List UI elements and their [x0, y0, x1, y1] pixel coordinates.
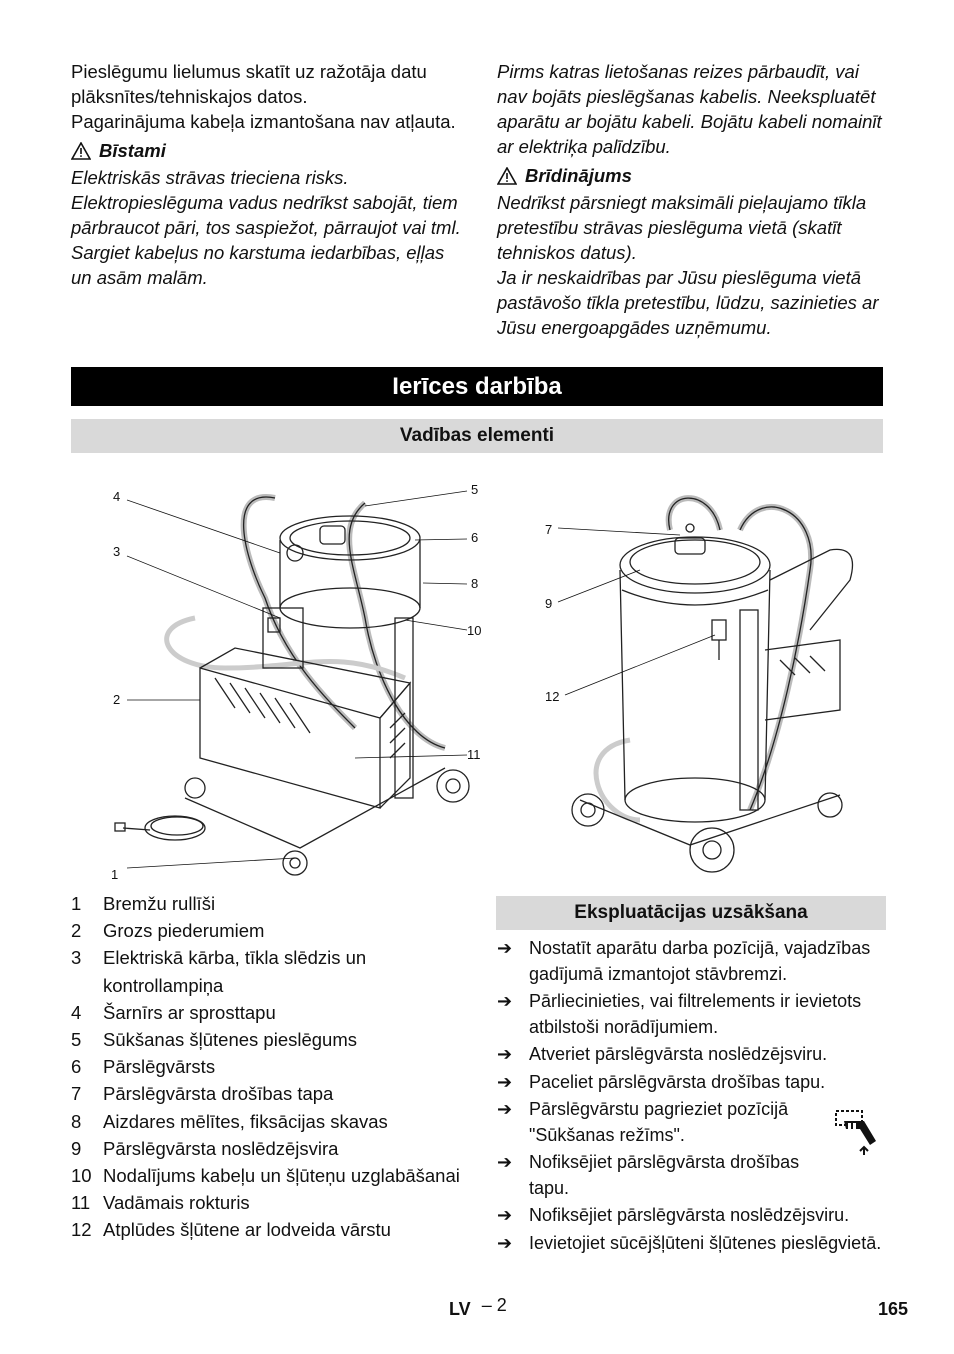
- operation-start-title: Ekspluatācijas uzsākšana: [496, 896, 886, 930]
- intro-left-column: [71, 59, 461, 290]
- step-item: ➔ Nostatīt aparātu darba pozīcijā, vajadzības gadījumā izmantojot stāvbremzi.: [497, 936, 889, 987]
- callout-12: 12: [545, 689, 560, 704]
- warning-title: Brīdinājums: [525, 165, 632, 186]
- callout-4: 4: [113, 489, 121, 504]
- warning-heading: [497, 163, 889, 188]
- footer-page-label: – 2: [481, 1295, 507, 1315]
- legend-item: 9 Pārslēgvārsta noslēdzējsvira: [71, 1137, 339, 1159]
- arrow-icon: ➔: [497, 938, 513, 958]
- arrow-icon: ➔: [497, 1071, 513, 1092]
- warning-text-2: Ja ir neskaidrības par Jūsu pieslēguma vietā pastāvošo tīkla pretestību, lūdzu, sazinieties ar Jūsu energoapgādes uzņēmumu.: [497, 267, 879, 338]
- step-item: ➔ Nofiksējiet pārslēgvārsta drošības tapu.: [497, 1150, 827, 1201]
- intro-right-column: [497, 59, 889, 340]
- arrow-icon: ➔: [497, 1232, 513, 1253]
- machine-rear-illustration: [540, 490, 890, 880]
- connection-sizes-text: Pieslēgumu lielumus skatīt uz ražotāja datu plāksnītes/tehniskajos datos.: [71, 61, 427, 107]
- callout-9: 9: [545, 596, 553, 611]
- footer-language: LV – 2: [449, 1295, 507, 1319]
- legend-item: 12 Atplūdes šļūtene ar lodveida vārstu: [71, 1219, 391, 1241]
- step-item: ➔ Nofiksējiet pārslēgvārsta noslēdzējsviru.: [497, 1203, 889, 1229]
- page-number: 165: [878, 1299, 909, 1319]
- callout-10: 10: [467, 623, 482, 638]
- section-title: Ierīces darbība: [71, 367, 883, 406]
- legend-item: 4 Šarnīrs ar sprosttapu: [71, 1001, 276, 1023]
- legend-item: 6 Pārslēgvārsts: [71, 1056, 216, 1078]
- legend-item: 3 Elektriskā kārba, tīkla slēdzis un kontrollampiņa: [71, 947, 367, 996]
- legend-item: 8 Aizdares mēlītes, fiksācijas skavas: [71, 1110, 388, 1132]
- legend-item: 7 Pārslēgvārsta drošības tapa: [71, 1083, 334, 1105]
- callout-1: 1: [111, 867, 119, 882]
- arrow-icon: ➔: [497, 1099, 513, 1119]
- machine-front-illustration: [105, 478, 495, 883]
- step-item: ➔ Paceliet pārslēgvārsta drošības tapu.: [497, 1070, 889, 1096]
- legend-item: 5 Sūkšanas šļūtenes pieslēgums: [71, 1029, 358, 1051]
- arrow-icon: ➔: [497, 991, 513, 1011]
- callout-labels-right: [545, 522, 559, 704]
- controls-legend-list: [71, 890, 471, 1244]
- legend-item: 2 Grozs piederumiem: [71, 920, 265, 942]
- warning-text-1: Nedrīkst pārsniegt maksimāli pieļaujamo tīkla pretestību strāvas pieslēguma vietā (skatīt tehniskos datus).: [497, 192, 867, 263]
- callout-5: 5: [471, 482, 479, 497]
- callout-11: 11: [467, 747, 481, 762]
- arrow-icon: ➔: [497, 1044, 513, 1064]
- callout-6: 6: [471, 530, 479, 545]
- step-item: ➔ Pārslēgvārstu pagrieziet pozīcijā "Sūkšanas režīms".: [497, 1097, 827, 1148]
- step-item: ➔ Atveriet pārslēgvārsta noslēdzējsviru.: [497, 1042, 889, 1068]
- callout-7: 7: [545, 522, 553, 537]
- callout-3: 3: [113, 544, 121, 559]
- warning-triangle-icon: [497, 167, 517, 185]
- suction-mode-icon: [834, 1107, 882, 1155]
- callout-labels-left: [111, 482, 481, 882]
- subsection-title: Vadības elementi: [71, 419, 883, 453]
- cable-check-text: Pirms katras lietošanas reizes pārbaudīt, vai nav bojāts pieslēgšanas kabelis. Neekspluatēt aparātu ar bojātu kabeli. Bojātu kabeli nomainīt ar elektriķa palīdzību.: [497, 61, 882, 157]
- legend-item: 1 Bremžu rullīši: [71, 893, 216, 914]
- extension-cable-text: Pagarinājuma kabeļa izmantošana nav atļauta.: [71, 111, 456, 132]
- arrow-icon: ➔: [497, 1205, 513, 1225]
- legend-item: 10 Nodalījums kabeļu un šļūteņu uzglabāšanai: [71, 1165, 460, 1187]
- danger-heading: [71, 138, 461, 163]
- danger-title: Bīstami: [99, 140, 166, 161]
- legend-item: 11 Vadāmais rokturis: [71, 1192, 250, 1214]
- warning-triangle-icon: [71, 142, 91, 160]
- step-item: ➔ Pārliecinieties, vai filtrelements ir ievietots atbilstoši norādījumiem.: [497, 989, 889, 1040]
- danger-text: Elektriskās strāvas trieciena risks. Elektropieslēguma vadus nedrīkst sabojāt, tiem pārbraucot pāri, tos saspiežot, pārraujot vai tml. Sargiet kabeļus no karstuma iedarbības, eļļas un asām malām.: [71, 167, 461, 288]
- arrow-icon: ➔: [497, 1152, 513, 1172]
- operation-steps-list: [497, 936, 889, 1258]
- step-item: ➔ Ievietojiet sūcējšļūteni šļūtenes pieslēgvietā.: [497, 1231, 889, 1257]
- callout-2: 2: [113, 692, 121, 707]
- callout-8: 8: [471, 576, 479, 591]
